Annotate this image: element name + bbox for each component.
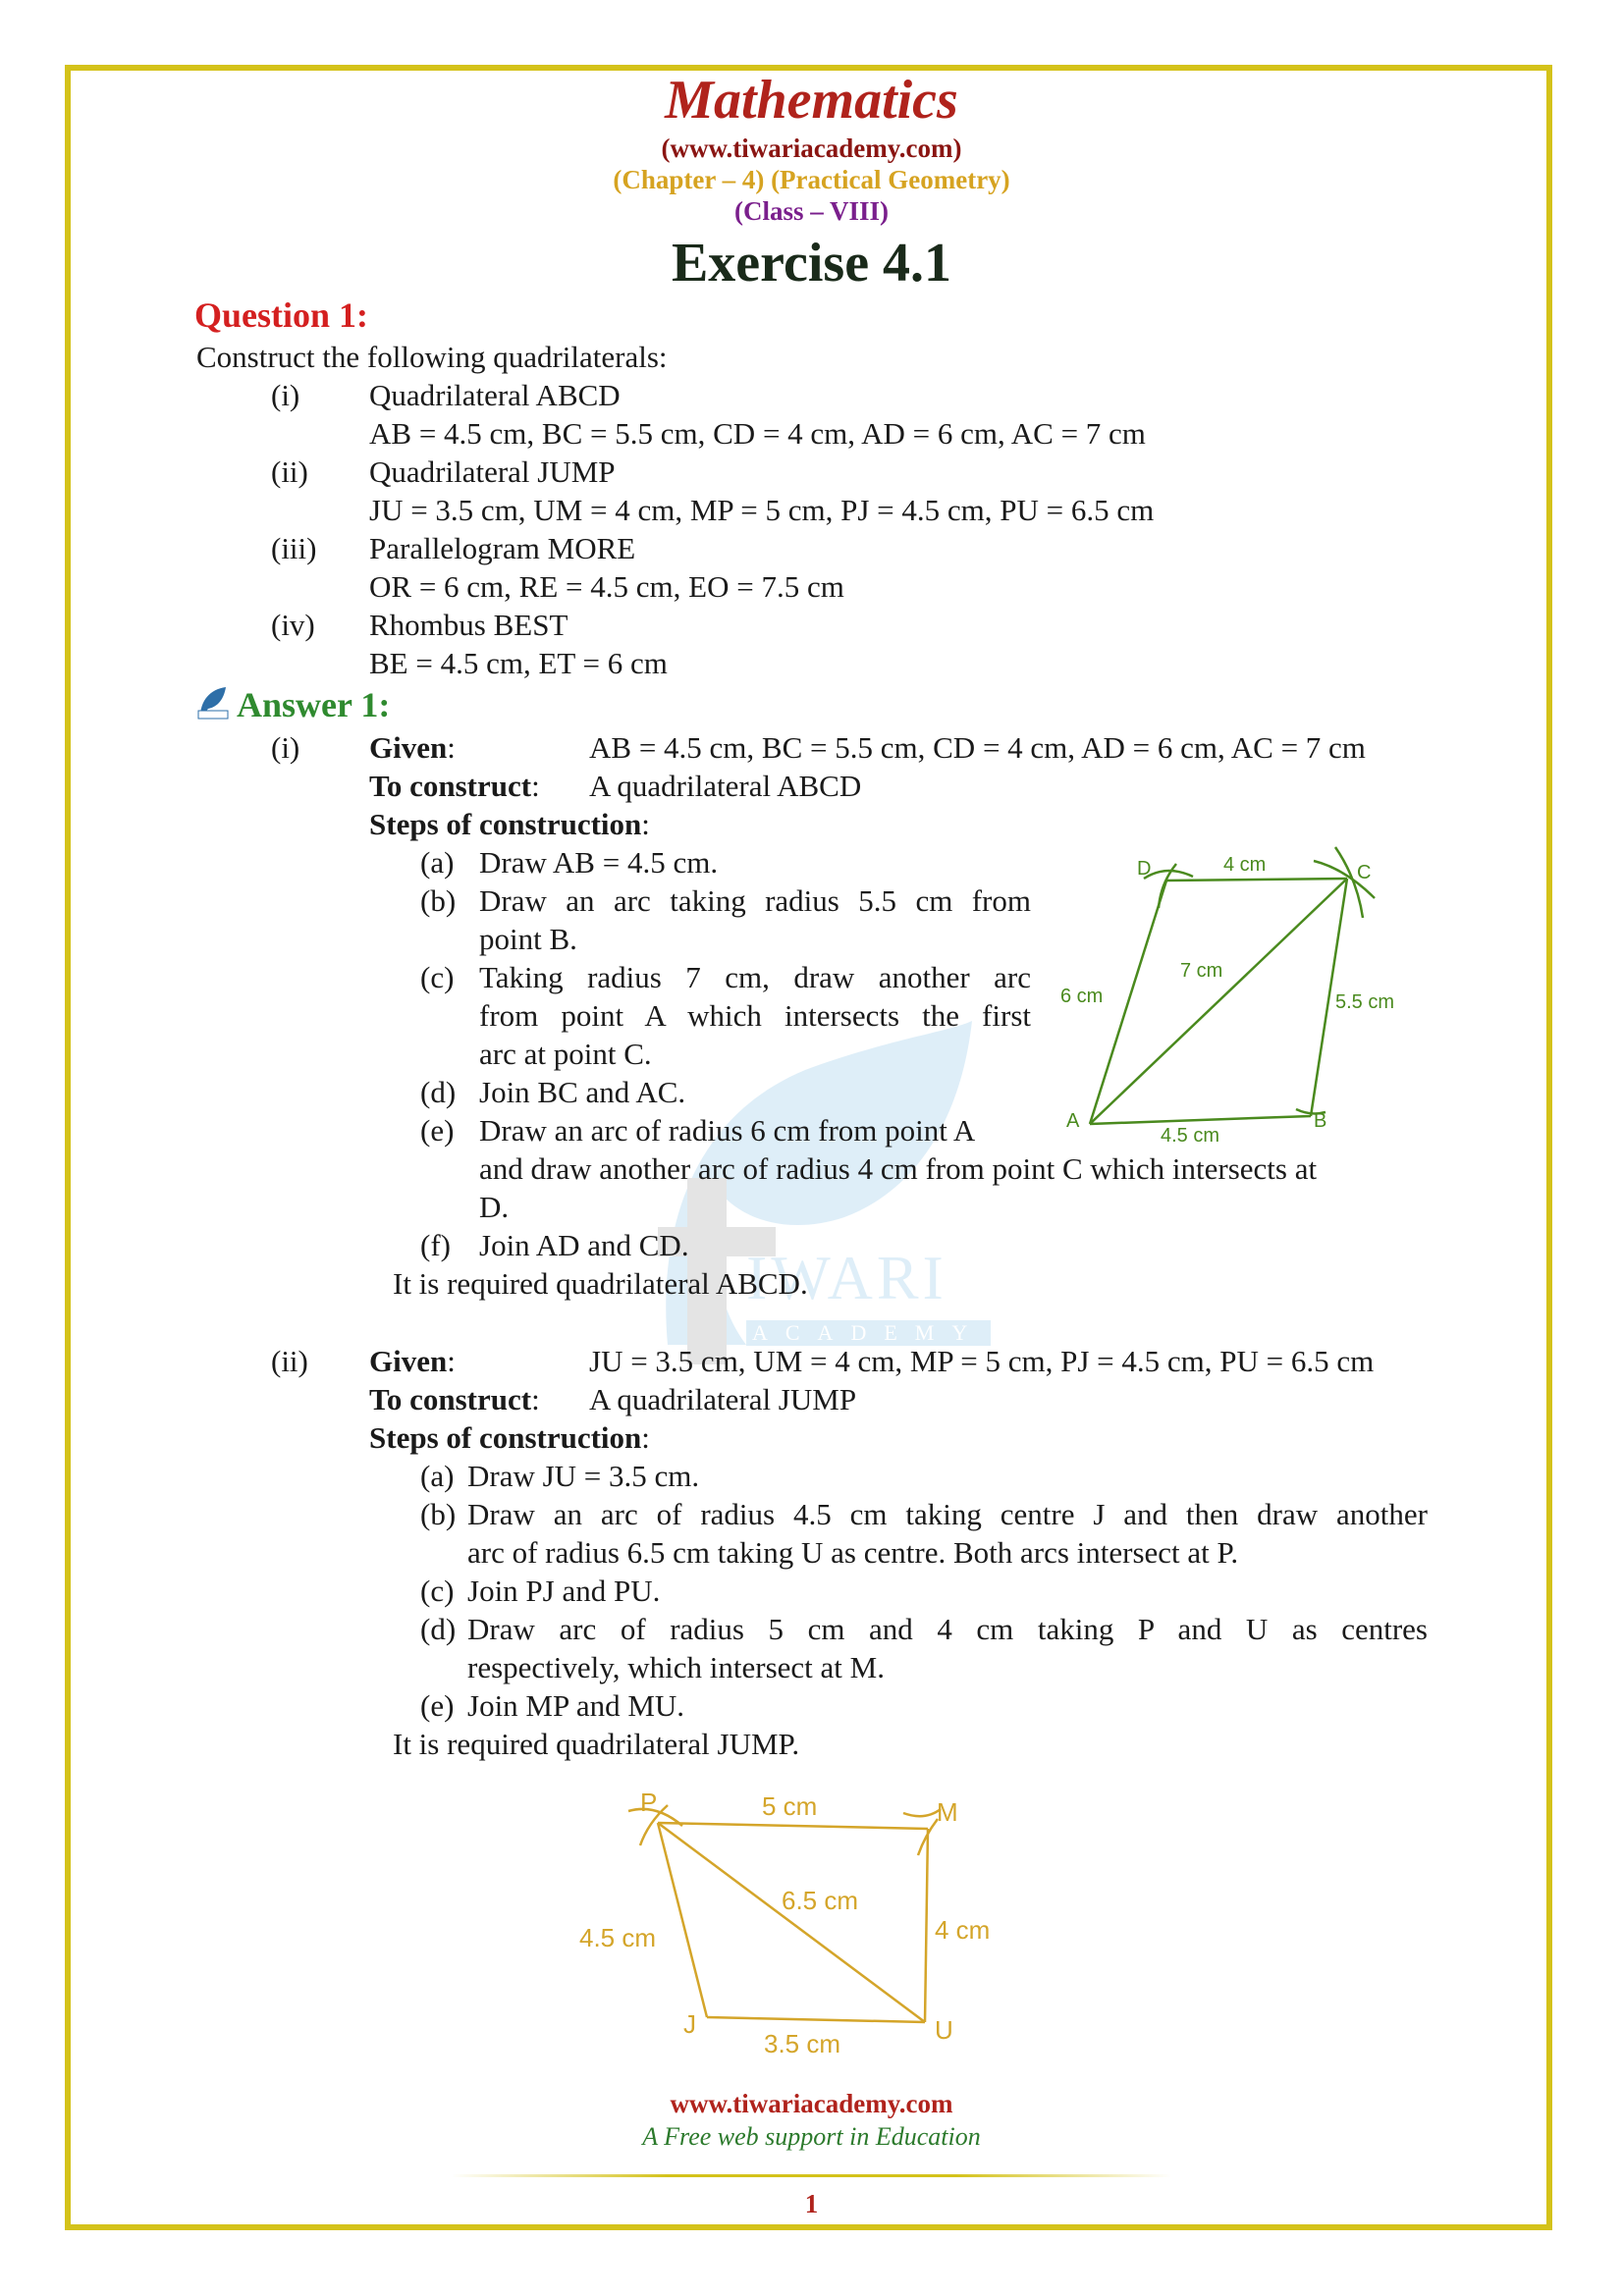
answer-heading: Answer 1: — [237, 685, 391, 724]
steps-label: Steps of construction: — [369, 1420, 650, 1455]
label-ju: 3.5 cm — [764, 2029, 841, 2058]
step-text: point B. — [479, 922, 577, 956]
step-text: from point A which intersects the first — [479, 998, 1031, 1033]
question-item-num: (iii) — [271, 531, 317, 565]
footer-tagline: A Free web support in Education — [642, 2122, 981, 2151]
label-bc: 5.5 cm — [1335, 991, 1395, 1013]
label-cd: 4 cm — [1223, 854, 1267, 876]
step-text: Draw an arc taking radius 5.5 cm from — [479, 883, 1031, 918]
vertex-p: P — [640, 1788, 658, 1817]
vertex-a: A — [1066, 1110, 1080, 1132]
step-text: Join PJ and PU. — [467, 1574, 661, 1608]
given-label: Given: — [369, 1344, 456, 1378]
vertex-u: U — [935, 2015, 953, 2045]
construct-label-text: To construct — [369, 1382, 532, 1416]
question-item-name: Quadrilateral ABCD — [369, 378, 621, 412]
question-item-name: Quadrilateral JUMP — [369, 454, 616, 489]
step-text: Join MP and MU. — [467, 1688, 685, 1723]
construct-value: A quadrilateral JUMP — [589, 1382, 857, 1416]
figure-quadrilateral-jump — [569, 1782, 1021, 2066]
conclusion: It is required quadrilateral ABCD. — [393, 1266, 808, 1301]
step-text: Taking radius 7 cm, draw another arc — [479, 960, 1031, 994]
step-label: (d) — [420, 1612, 457, 1646]
step-label: (b) — [420, 1497, 457, 1531]
label-ab: 4.5 cm — [1161, 1125, 1220, 1147]
step-text: Draw an arc of radius 4.5 cm taking centre J and then draw another — [467, 1497, 1428, 1531]
steps-label-text: Steps of construction — [369, 807, 642, 841]
step-text: Draw JU = 3.5 cm. — [467, 1459, 700, 1493]
vertex-d: D — [1137, 858, 1152, 880]
footer-divider — [452, 2174, 1171, 2177]
given-label-text: Given — [369, 730, 448, 765]
given-label: Given: — [369, 730, 456, 765]
question-intro: Construct the following quadrilaterals: — [196, 340, 668, 374]
step-label: (a) — [420, 845, 455, 880]
vertex-j: J — [683, 2009, 696, 2039]
question-item-given: JU = 3.5 cm, UM = 4 cm, MP = 5 cm, PJ = 4.5 cm, PU = 6.5 cm — [369, 493, 1155, 527]
step-text: arc of radius 6.5 cm taking U as centre. Both arcs intersect at P. — [467, 1535, 1239, 1570]
step-label: (d) — [420, 1075, 457, 1109]
given-label-text: Given — [369, 1344, 448, 1378]
figure-quadrilateral-abcd — [1051, 839, 1443, 1153]
segment-mu — [925, 1829, 928, 2022]
answer-part-num: (ii) — [271, 1344, 308, 1378]
construct-label: To construct: — [369, 769, 540, 803]
construct-label-text: To construct — [369, 769, 532, 803]
answer-part-num: (i) — [271, 730, 300, 765]
step-label: (f) — [420, 1228, 451, 1262]
segment-pm — [658, 1823, 928, 1829]
step-label: (a) — [420, 1459, 455, 1493]
segment-ju — [707, 2017, 925, 2022]
step-text: Draw arc of radius 5 cm and 4 cm taking P and U as centres — [467, 1612, 1428, 1646]
step-text: Join BC and AC. — [479, 1075, 686, 1109]
page-number: 1 — [804, 2189, 819, 2218]
vertex-b: B — [1314, 1110, 1327, 1132]
watermark-subtext: ACADEMY — [746, 1320, 991, 1346]
exercise-title: Exercise 4.1 — [671, 233, 952, 294]
header-website: (www.tiwariacademy.com) — [661, 133, 962, 163]
question-item-given: AB = 4.5 cm, BC = 5.5 cm, CD = 4 cm, AD = 6 cm, AC = 7 cm — [369, 416, 1146, 451]
segment-pu — [658, 1823, 925, 2022]
construct-value: A quadrilateral ABCD — [589, 769, 862, 803]
label-pj: 4.5 cm — [579, 1923, 657, 1952]
step-label: (c) — [420, 960, 455, 994]
label-mu: 4 cm — [935, 1915, 991, 1945]
footer-website[interactable]: www.tiwariacademy.com — [670, 2089, 953, 2118]
step-text: Draw AB = 4.5 cm. — [479, 845, 719, 880]
header-class: (Class – VIII) — [733, 196, 890, 226]
segment-cd — [1166, 879, 1347, 881]
page-title: Mathematics — [665, 70, 958, 131]
question-item-given: OR = 6 cm, RE = 4.5 cm, EO = 7.5 cm — [369, 569, 844, 604]
given-value: JU = 3.5 cm, UM = 4 cm, MP = 5 cm, PJ = 4.5 cm, PU = 6.5 cm — [589, 1344, 1375, 1378]
watermark-text: IWARI — [746, 1243, 947, 1312]
construct-label: To construct: — [369, 1382, 540, 1416]
header-chapter: (Chapter – 4) (Practical Geometry) — [613, 165, 1010, 194]
label-pu: 6.5 cm — [782, 1886, 859, 1915]
step-label: (c) — [420, 1574, 455, 1608]
answer-logo-icon — [196, 685, 230, 721]
label-ac: 7 cm — [1180, 960, 1223, 982]
vertex-m: M — [937, 1797, 958, 1827]
question-item-num: (iv) — [271, 608, 315, 642]
segment-ab — [1090, 1116, 1311, 1124]
step-label: (b) — [420, 883, 457, 918]
arc-at-m — [903, 1809, 941, 1816]
vertex-c: C — [1357, 862, 1372, 883]
step-text: arc at point C. — [479, 1037, 652, 1071]
step-text: Join AD and CD. — [479, 1228, 689, 1262]
question-item-num: (ii) — [271, 454, 308, 489]
steps-label-text: Steps of construction — [369, 1420, 642, 1455]
step-text: D. — [479, 1190, 510, 1224]
step-text: and draw another arc of radius 4 cm from point C which intersects at — [479, 1151, 1318, 1186]
question-heading: Question 1: — [194, 295, 369, 335]
step-label: (e) — [420, 1113, 455, 1148]
steps-label: Steps of construction: — [369, 807, 650, 841]
step-text: respectively, which intersect at M. — [467, 1650, 885, 1684]
step-label: (e) — [420, 1688, 455, 1723]
step-text: Draw an arc of radius 6 cm from point A — [479, 1113, 976, 1148]
question-item-name: Rhombus BEST — [369, 608, 568, 642]
question-item-given: BE = 4.5 cm, ET = 6 cm — [369, 646, 668, 680]
question-item-num: (i) — [271, 378, 300, 412]
segment-pj — [658, 1823, 707, 2017]
conclusion: It is required quadrilateral JUMP. — [393, 1727, 800, 1761]
label-ad: 6 cm — [1060, 986, 1104, 1007]
question-item-name: Parallelogram MORE — [369, 531, 636, 565]
label-pm: 5 cm — [762, 1791, 818, 1821]
given-value: AB = 4.5 cm, BC = 5.5 cm, CD = 4 cm, AD = 6 cm, AC = 7 cm — [589, 730, 1366, 765]
